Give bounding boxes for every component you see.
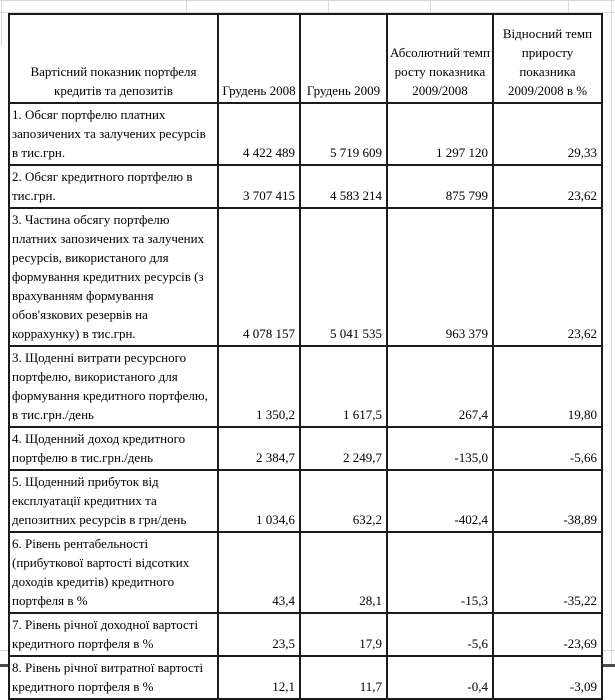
value-relative-growth: 29,33 xyxy=(493,103,602,165)
table-row-2 xyxy=(9,165,602,208)
value-absolute-growth: -135,0 xyxy=(387,427,493,470)
credit-portfolio-indicator-table xyxy=(8,13,603,700)
gridline-top-col-3 xyxy=(430,0,431,13)
value-dec-2009: 28,1 xyxy=(300,532,387,613)
row-label: 3. Частина обсягу портфелю платних запозичених та залучених ресурсів, використаного для формування кредитних ресурсів (з врахуванням формування обов'язкових резервів на коррахунку) в тис.грн. xyxy=(9,208,218,346)
gridline-top-edge xyxy=(0,0,615,1)
table-row-4 xyxy=(9,346,602,427)
value-dec-2008: 1 350,2 xyxy=(218,346,300,427)
row-label: 6. Рівень рентабельності (прибуткової вартості відсотких доходів кредитів) кредитного портфеля в % xyxy=(9,532,218,613)
table-row-1 xyxy=(9,103,602,165)
table-row-6 xyxy=(9,470,602,532)
value-dec-2008: 4 422 489 xyxy=(218,103,300,165)
value-dec-2009: 17,9 xyxy=(300,613,387,656)
value-relative-growth: 23,62 xyxy=(493,208,602,346)
row-label: 3. Щоденні витрати ресурсного портфелю, використаного для формування кредитного портфелю, в тис.грн./день xyxy=(9,346,218,427)
value-relative-growth: -23,69 xyxy=(493,613,602,656)
value-dec-2008: 43,4 xyxy=(218,532,300,613)
value-dec-2008: 1 034,6 xyxy=(218,470,300,532)
gridline-top-col-1 xyxy=(186,0,187,13)
value-dec-2009: 5 719 609 xyxy=(300,103,387,165)
row-label: 4. Щоденний доход кредитного портфелю в тис.грн./день xyxy=(9,427,218,470)
value-absolute-growth: -5,6 xyxy=(387,613,493,656)
value-dec-2009: 1 617,5 xyxy=(300,346,387,427)
table-row-8 xyxy=(9,613,602,656)
value-dec-2009: 11,7 xyxy=(300,656,387,699)
value-absolute-growth: -402,4 xyxy=(387,470,493,532)
value-absolute-growth: 267,4 xyxy=(387,346,493,427)
value-absolute-growth: 875 799 xyxy=(387,165,493,208)
value-relative-growth: -35,22 xyxy=(493,532,602,613)
value-absolute-growth: 1 297 120 xyxy=(387,103,493,165)
header-indicator: Вартісний показник портфеля кредитів та депозитів xyxy=(9,14,218,103)
table-row-5 xyxy=(9,427,602,470)
table-row-7 xyxy=(9,532,602,613)
row-label: 7. Рівень річної доходної вартості кредитного портфеля в % xyxy=(9,613,218,656)
value-dec-2009: 5 041 535 xyxy=(300,208,387,346)
value-relative-growth: -3,09 xyxy=(493,656,602,699)
header-dec-2009: Грудень 2009 xyxy=(300,14,387,103)
value-dec-2008: 4 078 157 xyxy=(218,208,300,346)
header-relative-growth: Відносний темп приросту показника 2009/2008 в % xyxy=(493,14,602,103)
row-label: 5. Щоденний прибуток від експлуатації кредитних та депозитних ресурсів в грн/день xyxy=(9,470,218,532)
value-dec-2008: 3 707 415 xyxy=(218,165,300,208)
value-dec-2008: 23,5 xyxy=(218,613,300,656)
value-absolute-growth: -15,3 xyxy=(387,532,493,613)
value-relative-growth: 19,80 xyxy=(493,346,602,427)
value-dec-2009: 2 249,7 xyxy=(300,427,387,470)
value-dec-2008: 2 384,7 xyxy=(218,427,300,470)
value-relative-growth: 23,62 xyxy=(493,165,602,208)
header-row xyxy=(9,14,602,103)
value-relative-growth: -38,89 xyxy=(493,470,602,532)
gridline-right-edge xyxy=(611,0,612,665)
value-dec-2009: 4 583 214 xyxy=(300,165,387,208)
table-row-9 xyxy=(9,656,602,699)
value-absolute-growth: -0,4 xyxy=(387,656,493,699)
gridline-top-col-4 xyxy=(568,0,569,13)
header-absolute-growth: Абсолютний темп росту показника 2009/2008 xyxy=(387,14,493,103)
table-row-3 xyxy=(9,208,602,346)
gridline-top-col-2 xyxy=(328,0,329,13)
value-dec-2009: 632,2 xyxy=(300,470,387,532)
row-label: 2. Обсяг кредитного портфелю в тис.грн. xyxy=(9,165,218,208)
value-absolute-growth: 963 379 xyxy=(387,208,493,346)
row-label: 8. Рівень річної витратної вартості кредитного портфеля в % xyxy=(9,656,218,699)
row-label: 1. Обсяг портфелю платних запозичених та залучених ресурсів в тис.грн. xyxy=(9,103,218,165)
value-dec-2008: 12,1 xyxy=(218,656,300,699)
value-relative-growth: -5,66 xyxy=(493,427,602,470)
gridline-left-edge xyxy=(1,0,2,46)
header-dec-2008: Грудень 2008 xyxy=(218,14,300,103)
